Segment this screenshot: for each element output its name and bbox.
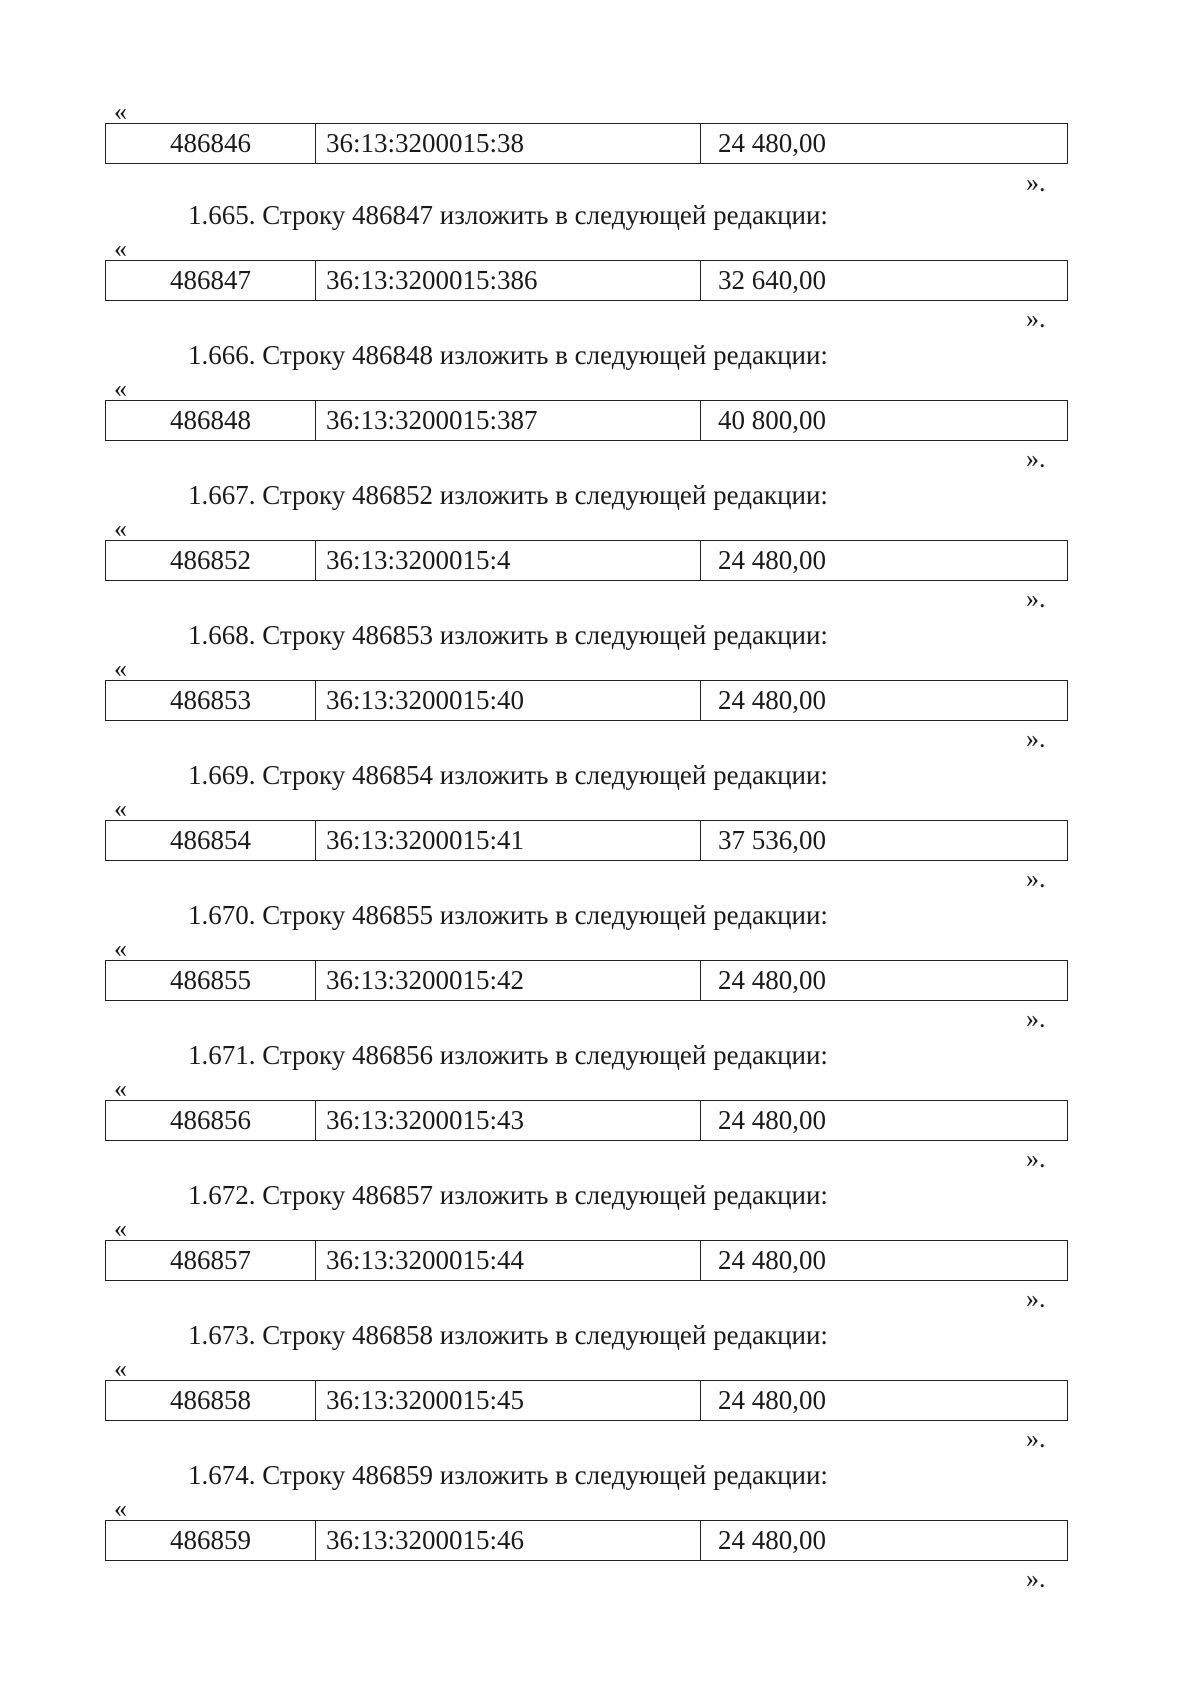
table-row (105, 680, 1068, 721)
row-number-cell: 486854 (106, 821, 316, 860)
amendment-heading: 1.666. Строку 486848 изложить в следующей редакции: (188, 340, 828, 370)
row-number-cell: 486848 (106, 401, 316, 440)
amendment-heading: 1.665. Строку 486847 изложить в следующей редакции: (188, 200, 828, 230)
row-number-cell: 486858 (106, 1381, 316, 1420)
row-number-cell: 486855 (106, 961, 316, 1000)
row-number-cell: 486859 (106, 1521, 316, 1560)
opening-quote: « (114, 514, 127, 543)
opening-quote: « (114, 1074, 127, 1103)
amendment-heading: 1.669. Строку 486854 изложить в следующей редакции: (188, 760, 828, 790)
amendment-block (0, 481, 1200, 621)
amendment-block (0, 761, 1200, 901)
cadastral-number-cell: 36:13:3200015:40 (316, 681, 701, 720)
cadastral-number-cell: 36:13:3200015:386 (316, 261, 701, 300)
table-row (105, 820, 1068, 861)
closing-quote: ». (1026, 1144, 1046, 1173)
opening-quote: « (114, 1494, 127, 1523)
table-row (105, 123, 1068, 164)
table-row (105, 960, 1068, 1001)
amendment-block (0, 1461, 1200, 1601)
closing-quote: ». (1026, 1004, 1046, 1033)
amendment-heading: 1.667. Строку 486852 изложить в следующей редакции: (188, 480, 828, 510)
value-cell: 24 480,00 (718, 965, 826, 995)
table-row (105, 1100, 1068, 1141)
cadastral-number-cell: 36:13:3200015:46 (316, 1521, 701, 1560)
closing-quote: ». (1026, 1424, 1046, 1453)
closing-quote: ». (1026, 1564, 1046, 1593)
row-number-cell: 486852 (106, 541, 316, 580)
amendment-block (0, 621, 1200, 761)
amendment-heading: 1.668. Строку 486853 изложить в следующей редакции: (188, 620, 828, 650)
table-row (105, 1380, 1068, 1421)
value-cell: 40 800,00 (718, 405, 826, 435)
row-number-cell: 486847 (106, 261, 316, 300)
closing-quote: ». (1026, 584, 1046, 613)
row-number-cell: 486846 (106, 124, 316, 163)
amendment-block (0, 341, 1200, 481)
amendment-block (0, 201, 1200, 341)
table-row (105, 540, 1068, 581)
amendment-heading: 1.673. Строку 486858 изложить в следующей редакции: (188, 1320, 828, 1350)
closing-quote: ». (1026, 444, 1046, 473)
table-row (105, 260, 1068, 301)
cadastral-number-cell: 36:13:3200015:43 (316, 1101, 701, 1140)
opening-quote: « (114, 97, 127, 126)
amendment-block (0, 901, 1200, 1041)
cadastral-number-cell: 36:13:3200015:41 (316, 821, 701, 860)
closing-quote: ». (1026, 168, 1046, 197)
value-cell: 24 480,00 (718, 1525, 826, 1555)
closing-quote: ». (1026, 864, 1046, 893)
amendment-heading: 1.674. Строку 486859 изложить в следующей редакции: (188, 1460, 828, 1490)
value-cell: 24 480,00 (718, 685, 826, 715)
amendment-heading: 1.670. Строку 486855 изложить в следующей редакции: (188, 900, 828, 930)
amendment-heading: 1.672. Строку 486857 изложить в следующей редакции: (188, 1180, 828, 1210)
opening-quote: « (114, 654, 127, 683)
value-cell: 37 536,00 (718, 825, 826, 855)
value-cell: 24 480,00 (718, 545, 826, 575)
table-row (105, 1240, 1068, 1281)
opening-quote: « (114, 934, 127, 963)
table-row (105, 400, 1068, 441)
opening-quote: « (114, 1214, 127, 1243)
amendment-heading: 1.671. Строку 486856 изложить в следующей редакции: (188, 1040, 828, 1070)
cadastral-number-cell: 36:13:3200015:45 (316, 1381, 701, 1420)
row-number-cell: 486857 (106, 1241, 316, 1280)
value-cell: 32 640,00 (718, 265, 826, 295)
opening-quote: « (114, 374, 127, 403)
cadastral-number-cell: 36:13:3200015:42 (316, 961, 701, 1000)
row-number-cell: 486853 (106, 681, 316, 720)
closing-quote: ». (1026, 1284, 1046, 1313)
table-row (105, 1520, 1068, 1561)
opening-quote: « (114, 1354, 127, 1383)
cadastral-number-cell: 36:13:3200015:44 (316, 1241, 701, 1280)
value-cell: 24 480,00 (718, 1105, 826, 1135)
value-cell: 24 480,00 (718, 1385, 826, 1415)
cadastral-number-cell: 36:13:3200015:387 (316, 401, 701, 440)
row-number-cell: 486856 (106, 1101, 316, 1140)
closing-quote: ». (1026, 724, 1046, 753)
opening-quote: « (114, 794, 127, 823)
value-cell: 24 480,00 (718, 128, 826, 158)
cadastral-number-cell: 36:13:3200015:4 (316, 541, 701, 580)
cadastral-number-cell: 36:13:3200015:38 (316, 124, 701, 163)
amendment-block (0, 1041, 1200, 1181)
closing-quote: ». (1026, 304, 1046, 333)
amendment-block (0, 1181, 1200, 1321)
amendment-block (0, 1321, 1200, 1461)
opening-quote: « (114, 234, 127, 263)
value-cell: 24 480,00 (718, 1245, 826, 1275)
